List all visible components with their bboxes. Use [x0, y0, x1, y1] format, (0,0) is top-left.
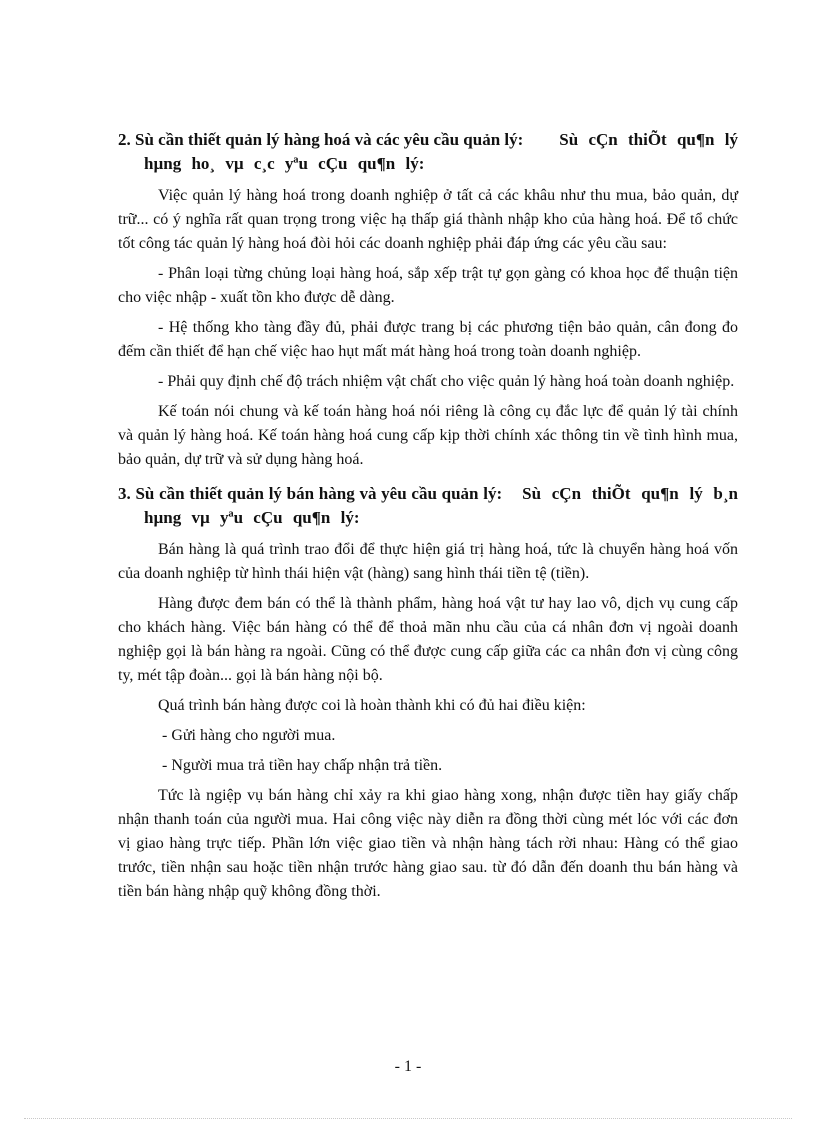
section-2-heading [118, 128, 738, 176]
document-body [118, 128, 738, 910]
section-3-heading [118, 482, 738, 530]
page-number: - 1 - [394, 1058, 422, 1075]
page-bottom-divider [24, 1118, 792, 1119]
section-3-bullet-2: - Người mua trả tiền hay chấp nhận trả tiền. [162, 757, 443, 774]
section-2-paragraph-3: - Hệ thống kho tàng đầy đủ, phải được trang bị các phương tiện bảo quản, cân đong đo đếm cần thiết để hạn chế việc hao hụt mất mát hàng hoá trong toàn doanh nghiệp. [118, 319, 738, 360]
section-2-paragraph-1: Việc quản lý hàng hoá trong doanh nghiệp ở tất cả các khâu như thu mua, bảo quản, dự trữ... có ý nghĩa rất quan trọng trong việc hạ thấp giá thành nhập kho của hàng hoá. Để tổ chức tốt công tác quản lý hàng hoá đòi hỏi các doanh nghiệp phải đáp ứng các yêu cầu sau: [118, 187, 738, 252]
section-2-paragraph-4: - Phải quy định chế độ trách nhiệm vật chất cho việc quản lý hàng hoá toàn doanh nghiệp. [158, 373, 735, 390]
section-3-paragraph-3: Quá trình bán hàng được coi là hoàn thành khi có đủ hai điều kiện: [158, 697, 586, 714]
section-3-paragraph-1: Bán hàng là quá trình trao đổi để thực hiện giá trị hàng hoá, tức là chuyển hàng hoá vốn của doanh nghiệp từ hình thái hiện vật (hàng) sang hình thái tiền tệ (tiền). [118, 541, 738, 582]
section-2-paragraph-2: - Phân loại từng chủng loại hàng hoá, sắp xếp trật tự gọn gàng có khoa học để thuận tiện cho việc nhập - xuất tồn kho được dễ dàng. [118, 265, 738, 306]
section-3-closing-paragraph: Tức là ngiệp vụ bán hàng chỉ xảy ra khi giao hàng xong, nhận được tiền hay giấy chấp nhận thanh toán của người mua. Hai công việc này diễn ra đồng thời cùng mét lóc với các đơn vị giao hàng trực tiếp. Phần lớn việc giao tiền và nhận hàng tách rời nhau: Hàng có thể giao trước, tiền nhận sau hoặc tiền nhận trước hàng giao sau. từ đó dẫn đến doanh thu bán hàng và tiền bán hàng nhập quỹ không đồng thời. [118, 787, 738, 900]
section-2-paragraph-5: Kế toán nói chung và kế toán hàng hoá nói riêng là công cụ đắc lực để quản lý tài chính và quản lý hàng hoá. Kế toán hàng hoá cung cấp kịp thời chính xác thông tin về tình hình mua, bảo quản, dự trữ và sử dụng hàng hoá. [118, 403, 738, 468]
section-3-heading-text: 3. Sù cần thiết quản lý bán hàng và yêu cầu quản lý: [118, 484, 503, 503]
section-3-bullet-1: - Gửi hàng cho người mua. [162, 727, 336, 744]
section-3-paragraph-2: Hàng được đem bán có thể là thành phẩm, hàng hoá vật tư hay lao vô, dịch vụ cung cấp cho khách hàng. Việc bán hàng có thể để thoả mãn nhu cầu của cá nhân đơn vị ngoài doanh nghiệp gọi là bán hàng ra ngoài. Cũng có thể được cung cấp giữa các ca nhân đơn vị cùng công ty, mét tập đoàn... gọi là bán hàng nội bộ. [118, 595, 738, 684]
section-2-heading-text: 2. Sù cần thiết quản lý hàng hoá và các yêu cầu quản lý: [118, 130, 524, 149]
section-2-heading-garbled: Sù cÇn thiÕt qu¶n lý hµng ho¸ vµ c¸c yªu cÇu qu¶n lý: [144, 130, 738, 173]
section-3-heading-garbled: Sù cÇn thiÕt qu¶n lý b¸n hµng vµ yªu cÇu qu¶n lý: [144, 484, 739, 527]
